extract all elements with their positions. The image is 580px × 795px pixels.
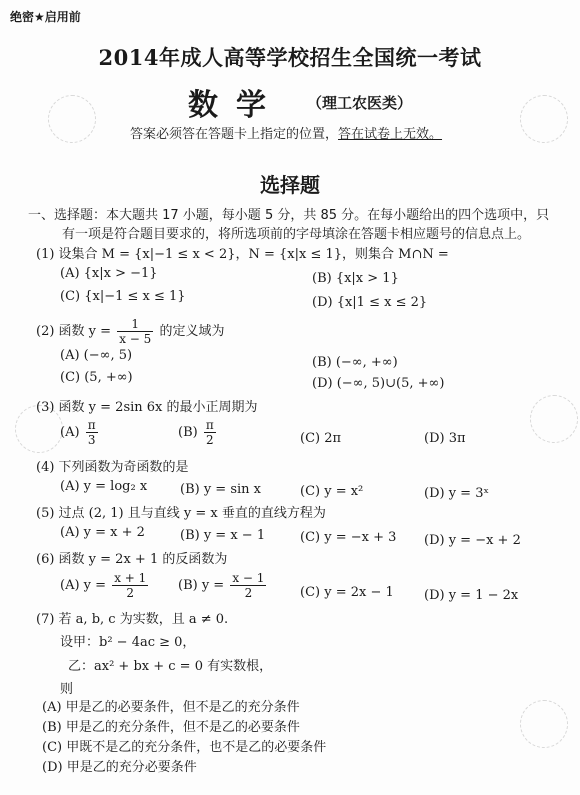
fraction-denominator: 3 (87, 433, 96, 447)
section-title: 选择题 (260, 173, 320, 197)
answer-notice-part-2: 答在试卷上无效。 (338, 127, 443, 142)
option-fraction (112, 571, 148, 600)
answer-notice-part-1: 答案必须答在答题卡上指定的位置， (130, 127, 339, 142)
question-7-option-d: (D) 甲是乙的充分必要条件 (42, 760, 197, 775)
exam-title: 2014年成人高等学校招生全国统一考试 (98, 45, 482, 70)
fraction-denominator: 2 (126, 586, 135, 600)
subject-category: （理工农医类） (307, 94, 413, 112)
fraction-numerator: 1 (117, 317, 153, 332)
question-1-stem: (1) 设集合 M = {x|−1 ≤ x < 2}，N = {x|x ≤ 1}，则集合 M∩N = (36, 247, 449, 262)
watermark-stamp (520, 95, 568, 143)
watermark-stamp (48, 95, 96, 143)
fraction-numerator: π (205, 418, 214, 432)
answer-notice (130, 123, 442, 142)
question-2-option-a: (A) (−∞, 5) (60, 348, 133, 363)
question-1-option-d: (D) {x|1 ≤ x ≤ 2} (312, 295, 428, 310)
question-4-option-d: (D) y = 3ˣ (424, 486, 489, 501)
question-6-option-c: (C) y = 2x − 1 (300, 585, 394, 600)
section-instructions (28, 206, 568, 244)
question-6-option-b (178, 571, 268, 600)
option-fraction (204, 418, 216, 447)
question-2-stem-suffix: 的定义域为 (159, 324, 225, 339)
question-1-option-c: (C) {x|−1 ≤ x ≤ 1} (60, 289, 186, 304)
option-fraction (86, 418, 98, 447)
option-label: (B) y = (178, 578, 225, 593)
question-5-stem: (5) 过点 (2, 1) 且与直线 y = x 垂直的直线方程为 (36, 506, 326, 521)
question-3-stem: (3) 函数 y = 2sin 6x 的最小正周期为 (36, 400, 258, 415)
option-label: (B) (178, 425, 198, 440)
question-4-option-a: (A) y = log₂ x (60, 479, 148, 494)
question-7-option-b: (B) 甲是乙的充分条件，但不是乙的必要条件 (42, 720, 300, 735)
question-4-option-b: (B) y = sin x (180, 482, 261, 497)
fraction-denominator: 2 (205, 433, 214, 447)
question-3-option-c: (C) 2π (300, 431, 342, 446)
instructions-line-1: 一、选择题：本大题共 17 小题，每小题 5 分，共 85 分。在每小题给出的四个选项中，只 (28, 208, 550, 223)
question-7-option-a: (A) 甲是乙的必要条件，但不是乙的充分条件 (42, 700, 300, 715)
fraction-denominator: x − 5 (119, 332, 152, 346)
instructions-line-2: 有一项是符合题目要求的，将所选项前的字母填涂在答题卡相应题号的信息点上。 (62, 227, 531, 242)
question-2-option-d: (D) (−∞, 5)∪(5, +∞) (312, 376, 445, 391)
question-5-option-a: (A) y = x + 2 (60, 525, 145, 540)
question-4-option-c: (C) y = x² (300, 484, 364, 499)
question-2-stem-prefix: (2) 函数 y = (36, 324, 112, 339)
watermark-stamp (520, 700, 568, 748)
question-2-option-b: (B) (−∞, +∞) (312, 355, 398, 370)
question-7-then: 则 (60, 682, 74, 697)
question-5-option-d: (D) y = −x + 2 (424, 533, 521, 548)
question-7-condition-yi: 乙：ax² + bx + c = 0 有实数根， (68, 659, 273, 674)
option-fraction (230, 571, 266, 600)
question-2-option-c: (C) (5, +∞) (60, 370, 133, 385)
question-1-option-a: (A) {x|x > −1} (60, 266, 158, 281)
fraction-numerator: x + 1 (114, 571, 147, 585)
watermark-stamp (530, 395, 578, 443)
question-2-fraction (117, 317, 153, 346)
question-6-option-d: (D) y = 1 − 2x (424, 588, 519, 603)
question-1-option-b: (B) {x|x > 1} (312, 271, 399, 286)
question-5-option-b: (B) y = x − 1 (180, 528, 266, 543)
fraction-numerator: x − 1 (232, 571, 265, 585)
fraction-denominator: 2 (244, 586, 253, 600)
subject-title: 数学 (188, 88, 284, 123)
question-7-stem: (7) 若 a, b, c 为实数，且 a ≠ 0. (36, 612, 229, 627)
question-6-stem: (6) 函数 y = 2x + 1 的反函数为 (36, 552, 228, 567)
confidential-label: 绝密★启用前 (10, 10, 81, 24)
question-3-option-b (178, 418, 218, 447)
fraction-numerator: π (87, 418, 96, 432)
option-label: (A) y = (60, 578, 107, 593)
question-7-option-c: (C) 甲既不是乙的充分条件，也不是乙的必要条件 (42, 740, 327, 755)
question-4-stem: (4) 下列函数为奇函数的是 (36, 460, 189, 475)
option-label: (A) (60, 425, 80, 440)
question-2-stem (36, 317, 224, 346)
question-3-option-a (60, 418, 100, 447)
question-5-option-c: (C) y = −x + 3 (300, 530, 397, 545)
question-6-option-a (60, 571, 150, 600)
question-7-condition-jia: 设甲：b² − 4ac ≥ 0， (60, 635, 196, 650)
question-3-option-d: (D) 3π (424, 431, 466, 446)
